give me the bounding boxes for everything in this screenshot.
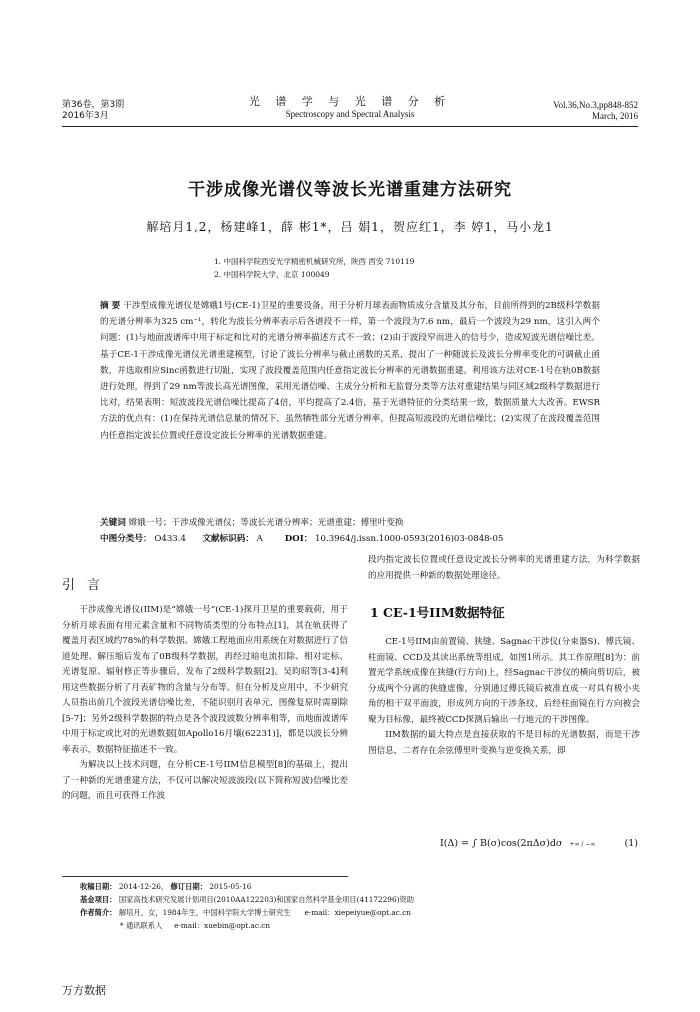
- header-volume-cn: [62, 100, 124, 122]
- doc-code-label: 文献标识码：: [202, 534, 254, 544]
- fund-label: 基金项目：: [80, 895, 117, 904]
- section-1-heading: 1 CE-1号IIM数据特征: [370, 605, 505, 620]
- intro-heading: 引言: [62, 578, 113, 593]
- header-volume-pages: Vol.36,No.3,pp848-852: [553, 100, 638, 110]
- abstract: [100, 298, 600, 444]
- equation-1-limits: +∞ / −∞: [569, 841, 596, 848]
- keywords-text: 嫦娥一号；干涉成像光谱仪；等波长光谱分辨率；光谱重建；傅里叶变换: [128, 518, 404, 528]
- doc-code-value: A: [256, 534, 263, 544]
- watermark-text: 万方数据: [62, 984, 106, 997]
- section-1-paragraph-2: IIM数据的最大特点是直接获取的不是目标的光谱数据，而是干涉图信息，二者存在余弦傅里叶变换与逆变换关系，即: [368, 730, 640, 756]
- footnotes: [80, 880, 640, 932]
- paper-title: 干涉成像光谱仪等波长光谱重建方法研究: [188, 180, 512, 200]
- equation-1-number: (1): [624, 838, 638, 849]
- right-paragraph-0: 段内指定波长位置或任意设定波长分辨率的光谱重建方法，为科学数据的应用提供一种新的数据处理途径。: [368, 555, 640, 581]
- affiliation-2: 2. 中国科学院大学，北京 100049: [214, 270, 330, 279]
- equation-1-body: I(Δ) = ∫ B(σ)cos(2πΔσ)dσ: [440, 838, 563, 849]
- keywords-label: 关键词: [100, 518, 126, 528]
- header-volume-issue: 第36卷，第3期: [62, 100, 125, 110]
- author-list: 解培月1,2，杨建峰1，薛 彬1*，吕 娟1，贺应红1，李 婷1，马小龙1: [146, 220, 554, 234]
- header-date-en: March, 2016: [592, 111, 638, 121]
- footnote-rule: [62, 876, 348, 877]
- journal-name-en: Spectroscopy and Spectral Analysis: [285, 109, 415, 119]
- clc-value: O433.4: [154, 534, 186, 544]
- header-volume-en: [553, 100, 638, 122]
- abstract-label: 摘 要: [100, 301, 121, 311]
- received-label: 收稿日期：: [80, 882, 117, 891]
- corresponding-author: * 通讯联系人: [120, 921, 163, 930]
- right-column-body: [368, 635, 640, 759]
- revised-label: 修订日期：: [170, 882, 207, 891]
- affiliations: [214, 255, 414, 281]
- clc-label: 中图分类号：: [100, 534, 152, 544]
- revised-date: 2015-05-16: [209, 882, 252, 891]
- intro-paragraph-2: 为解决以上技术问题，在分析CE-1号IIM信息模型[8]的基础上，提出了一种新的光谱重建方法，不仅可以解决短波波段(以下简称短波)信噪比差的问题，而且可获得工作波: [62, 760, 348, 801]
- bio-text: 解培月，女，1984年生，中国科学院大学博士研究生: [118, 908, 291, 917]
- fund-text: 国家高技术研究发展计划项目(2010AA122203)和国家自然科学基金项目(41172296)资助: [118, 895, 415, 904]
- section-1-paragraph-1: CE-1号IIM由前置镜、狭缝、Sagnac干涉仪(分束器S)、傅氏镜、柱面镜、CCD及其读出系统等组成，如图1所示。其工作原理[8]为：前置光学系统成像在狭缝(行方向)上，经Sagnac干涉仪的横向剪切后，被分成两个分离的狭缝虚像，分别通过傅氏镜后被准直成一对具有极小夹角的相干双平面波，形成列方向的干涉条纹，后经柱面镜在行方向被会聚为目标像，最终被CCD探测后输出一行地元的干涉图像。: [368, 637, 640, 725]
- header-date-cn: 2016年3月: [62, 111, 109, 121]
- equation-1: [440, 838, 595, 849]
- left-column: [62, 603, 348, 805]
- received-date: 2014-12-26，: [118, 882, 169, 891]
- doi-label: DOI：: [284, 534, 313, 544]
- intro-paragraph-1: 干涉成像光谱仪(IIM)是“嫦娥一号”(CE-1)探月卫星的重要载荷，用于分析月球表面有用元素含量和不同物质类型的分布特点[1]，其在轨获得了覆盖月表区域约78%的科学数据。嫦娥工程地面应用系统在对数据进行了信道处理、解压缩后发布了0B级科学数据，再经过暗电流扣除、相对定标、光谱复原、辐射修正等步骤后，发布了2级科学数据[2]。吴昀昭等[3-4]利用这些数据分析了月表矿物的含量与分布等。但在分析及应用中，不少研究人员指出前几个波段光谱信噪比差，不能识别月表单元，图像复原时需剔除[5-7]；另外2级科学数据的特点是各个波段波数分辨率相等，而地面波谱库中用于标定或比对的光谱数据[如Apollo16月壤(62231)]，都是以波长分辨率表示，数据特征描述不一致。: [62, 605, 348, 755]
- bio-email: e-mail：xiepeiyue@opt.ac.cn: [304, 908, 411, 917]
- right-column-top: [368, 553, 640, 584]
- corresponding-email: e-mail：xuebin@opt.ac.cn: [174, 921, 271, 930]
- journal-name: [230, 96, 470, 120]
- abstract-text: 干涉型成像光谱仪是嫦娥1号(CE-1)卫星的重要设备，用于分析月球表面物质成分含量及其分布，目前所得到的2B级科学数据的光谱分辨率为325 cm⁻¹，转化为波长分辨率表示后各谱段不一样，第一个波段为7.6 nm，最后一个波段为29 nm，这引入两个问题：(1)与地面波谱库中用于标定和比对的光谱分辨率描述方式不一致；(2)由于波段窄而进入的信号少，造成短波光谱信噪比差。基于CE-1干涉成像光谱仪光谱重建模型，讨论了波长分辨率与截止函数的关系，提出了一种随波长及波长分辨率变化的可调截止函数，并选取相应Sinc函数进行切趾，实现了波段覆盖范围内任意指定波长分辨率的光谱数据重建。利用该方法对CE-1号在轨0B数据进行处理，得到了29 nm等波长高光谱图像，采用光谱信噪、主成分分析和无监督分类等方法对重建结果与同区域2级科学数据进行比对，结果表明：短波波段光谱信噪比提高了4倍，平均提高了2.4倍，基于光谱特征的分类结果一致，数据质量大大改善。EWSR方法的优点有：(1)在保持光谱信息量的情况下，虽然牺牲部分光谱分辨率，但提高短波段的光谱信噪比；(2)实现了在波段覆盖范围内任意指定波长位置或任意设定波长分辨率的光谱数据重建。: [100, 301, 601, 441]
- bio-label: 作者简介：: [80, 908, 117, 917]
- keywords-block: [100, 515, 600, 547]
- journal-name-cn: 光 谱 学 与 光 谱 分 析: [248, 95, 452, 108]
- header-rule: [62, 126, 638, 127]
- doi-value: 10.3964/j.issn.1000-0593(2016)03-0848-05: [315, 534, 504, 544]
- affiliation-1: 1. 中国科学院西安光学精密机械研究所，陕西 西安 710119: [214, 257, 415, 266]
